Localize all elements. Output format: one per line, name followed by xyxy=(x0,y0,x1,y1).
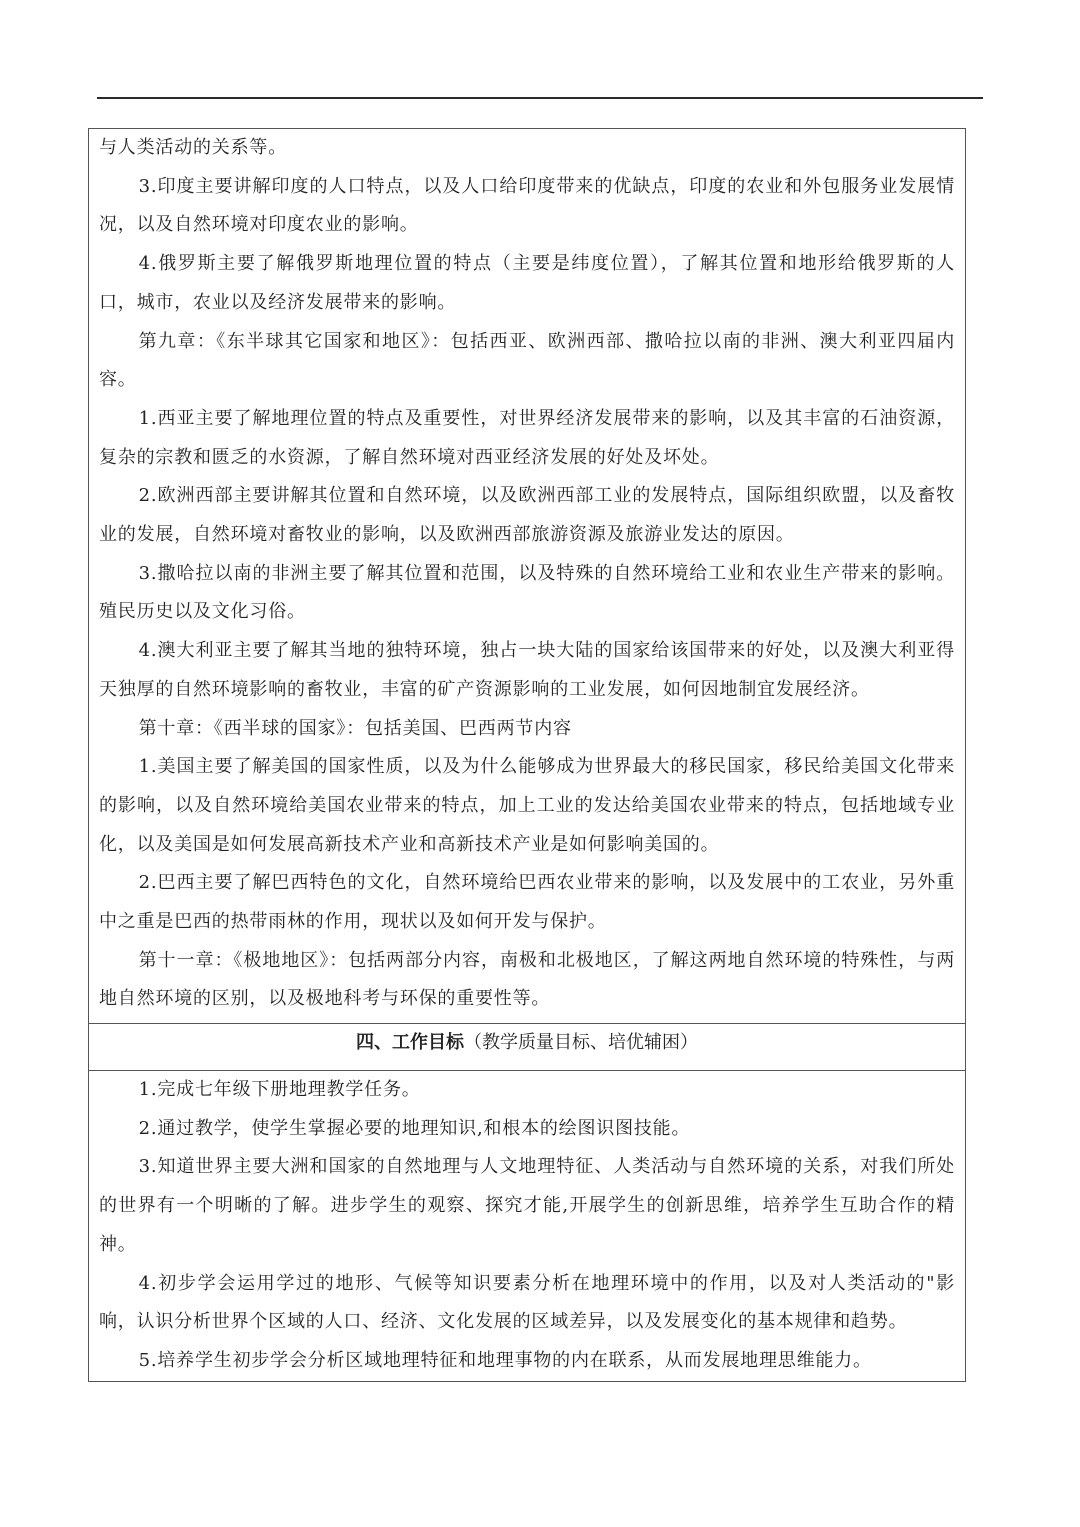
work-goals-heading xyxy=(89,1023,965,1071)
paragraph: 3.撒哈拉以南的非洲主要了解其位置和范围，以及特殊的自然环境给工业和农业生产带来的影响。殖民历史以及文化习俗。 xyxy=(99,562,955,623)
goal-item: 3.知道世界主要大洲和国家的自然地理与人文地理特征、人类活动与自然环境的关系，对我们所处的世界有一个明晰的了解。进步学生的观察、探究才能,开展学生的创新思维，培养学生互助合作的精神。 xyxy=(99,1156,955,1255)
chapter-10-heading: 第十章：《西半球的国家》：包括美国、巴西两节内容 xyxy=(138,717,572,739)
heading-bold: 四、工作目标 xyxy=(356,1032,464,1053)
header-rule xyxy=(97,97,983,99)
paragraph: 4.俄罗斯主要了解俄罗斯地理位置的特点（主要是纬度位置），了解其位置和地形给俄罗斯的人口，城市，农业以及经济发展带来的影响。 xyxy=(99,253,955,313)
chapter-11-heading: 第十一章：《极地地区》：包括两部分内容，南极和北极地区，了解这两地自然环境的特殊性，与两地自然环境的区别，以及极地科考与环保的重要性等。 xyxy=(99,949,955,1010)
content-cell-work-goals xyxy=(89,1071,965,1381)
paragraph: 2.巴西主要了解巴西特色的文化，自然环境给巴西农业带来的影响，以及发展中的工农业，另外重中之重是巴西的热带雨林的作用，现状以及如何开发与保护。 xyxy=(99,872,955,933)
paragraph: 1.美国主要了解美国的国家性质，以及为什么能够成为世界最大的移民国家，移民给美国文化带来的影响，以及自然环境给美国农业带来的特点，加上工业的发达给美国农业带来的特点，包括地域专业化，以及美国是如何发展高新技术产业和高新技术产业是如何影响美国的。 xyxy=(99,756,955,855)
paragraph: 与人类活动的关系等。 xyxy=(99,137,287,158)
heading-subtitle: （教学质量目标、培优辅困） xyxy=(464,1032,698,1053)
paragraph: 1.西亚主要了解地理位置的特点及重要性，对世界经济发展带来的影响，以及其丰富的石油资源，复杂的宗教和匮乏的水资源，了解自然环境对西亚经济发展的好处及坏处。 xyxy=(99,407,955,468)
plan-table xyxy=(88,128,966,1382)
goal-item: 2.通过教学，使学生掌握必要的地理知识,和根本的绘图识图技能。 xyxy=(138,1117,691,1139)
paragraph: 3.印度主要讲解印度的人口特点，以及人口给印度带来的优缺点，印度的农业和外包服务业发展情况，以及自然环境对印度农业的影响。 xyxy=(99,175,955,236)
goal-item: 5.培养学生初步学会分析区域地理特征和地理事物的内在联系，从而发展地理思维能力。 xyxy=(138,1349,872,1371)
chapter-9-heading: 第九章：《东半球其它国家和地区》：包括西亚、欧洲西部、撒哈拉以南的非洲、澳大利亚四届内容。 xyxy=(99,330,955,391)
paragraph: 4.澳大利亚主要了解其当地的独特环境，独占一块大陆的国家给该国带来的好处，以及澳大利亚得天独厚的自然环境影响的畜牧业，丰富的矿产资源影响的工业发展，如何因地制宜发展经济。 xyxy=(99,640,955,700)
content-cell-textbook-analysis xyxy=(89,129,965,1023)
goal-item: 1.完成七年级下册地理教学任务。 xyxy=(138,1079,421,1100)
goal-item: 4.初步学会运用学过的地形、气候等知识要素分析在地理环境中的作用，以及对人类活动的"影响，认识分析世界个区域的人口、经济、文化发展的区域差异，以及发展变化的基本规律和趋势。 xyxy=(99,1272,955,1333)
paragraph: 2.欧洲西部主要讲解其位置和自然环境，以及欧洲西部工业的发展特点，国际组织欧盟，以及畜牧业的发展，自然环境对畜牧业的影响，以及欧洲西部旅游资源及旅游业发达的原因。 xyxy=(99,485,955,546)
